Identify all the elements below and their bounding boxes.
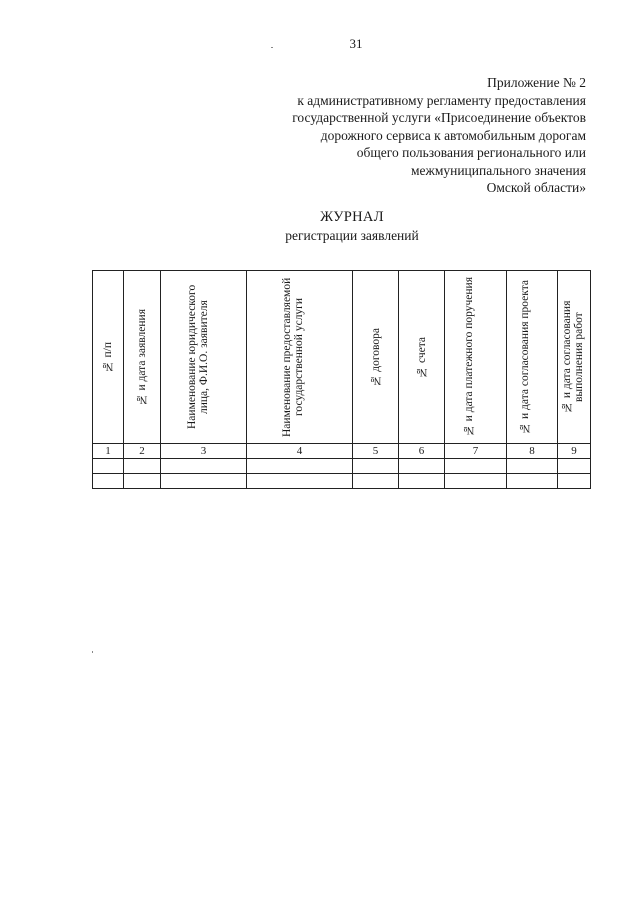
table-cell: [507, 459, 558, 474]
column-number: 1: [93, 444, 124, 459]
appendix-block: [206, 74, 586, 197]
header-cell: [399, 271, 445, 444]
header-label: № и дата согласования выполнения работ: [561, 300, 585, 414]
table-cell: [445, 459, 507, 474]
header-cell: [247, 271, 353, 444]
header-cell: [93, 271, 124, 444]
table-number-row: [93, 444, 591, 459]
appendix-line: государственной услуги «Присоединение объектов: [292, 110, 586, 125]
header-cell: [161, 271, 247, 444]
header-label: Наименование юридического лица, Ф.И.О. заявителя: [185, 284, 210, 430]
appendix-line: дорожного сервиса к автомобильным дорогам: [320, 127, 586, 143]
table-row: [93, 474, 591, 489]
column-number: 4: [247, 444, 353, 459]
table-cell: [161, 474, 247, 489]
journal-subtitle: регистрации заявлений: [285, 228, 419, 243]
header-cell: [558, 271, 591, 444]
header-label: № счета: [415, 336, 428, 378]
table-cell: [399, 474, 445, 489]
table-header-row: [93, 271, 591, 444]
appendix-line: межмуниципального значения: [410, 162, 586, 178]
table-cell: [353, 474, 399, 489]
table-cell: [558, 459, 591, 474]
table-cell: [558, 474, 591, 489]
column-number: 6: [399, 444, 445, 459]
table-cell: [124, 474, 161, 489]
header-cell: [507, 271, 558, 444]
table-cell: [93, 459, 124, 474]
header-label: № и дата заявления: [136, 308, 148, 406]
scan-speck: [92, 651, 93, 653]
registration-table: [92, 270, 591, 489]
column-number: 3: [161, 444, 247, 459]
header-label: Наименование предоставляемой государственной услуги: [280, 277, 305, 437]
table-cell: [399, 459, 445, 474]
table-cell: [507, 474, 558, 489]
appendix-line: Омской области»: [486, 180, 586, 195]
journal-title: ЖУРНАЛ: [320, 209, 384, 225]
appendix-line: к административному регламенту предоставления: [297, 92, 586, 108]
header-label: № договора: [369, 327, 382, 387]
column-number: 2: [124, 444, 161, 459]
column-number: 7: [445, 444, 507, 459]
table-cell: [93, 474, 124, 489]
table-cell: [247, 474, 353, 489]
header-cell: [445, 271, 507, 444]
header-label: № п/п: [102, 341, 114, 373]
appendix-line: Приложение № 2: [487, 75, 586, 90]
scan-speck: [271, 47, 273, 48]
column-number: 8: [507, 444, 558, 459]
header-cell: [124, 271, 161, 444]
column-number: 9: [558, 444, 591, 459]
header-label: № и дата платежного поручения: [462, 277, 475, 437]
header-label: № и дата согласования проекта: [519, 280, 531, 434]
appendix-line: общего пользования регионального или: [356, 145, 586, 160]
table-cell: [445, 474, 507, 489]
table-cell: [161, 459, 247, 474]
page-number: 31: [349, 36, 363, 51]
column-number: 5: [353, 444, 399, 459]
table-cell: [353, 459, 399, 474]
table-cell: [124, 459, 161, 474]
table-row: [93, 459, 591, 474]
table-cell: [247, 459, 353, 474]
header-cell: [353, 271, 399, 444]
